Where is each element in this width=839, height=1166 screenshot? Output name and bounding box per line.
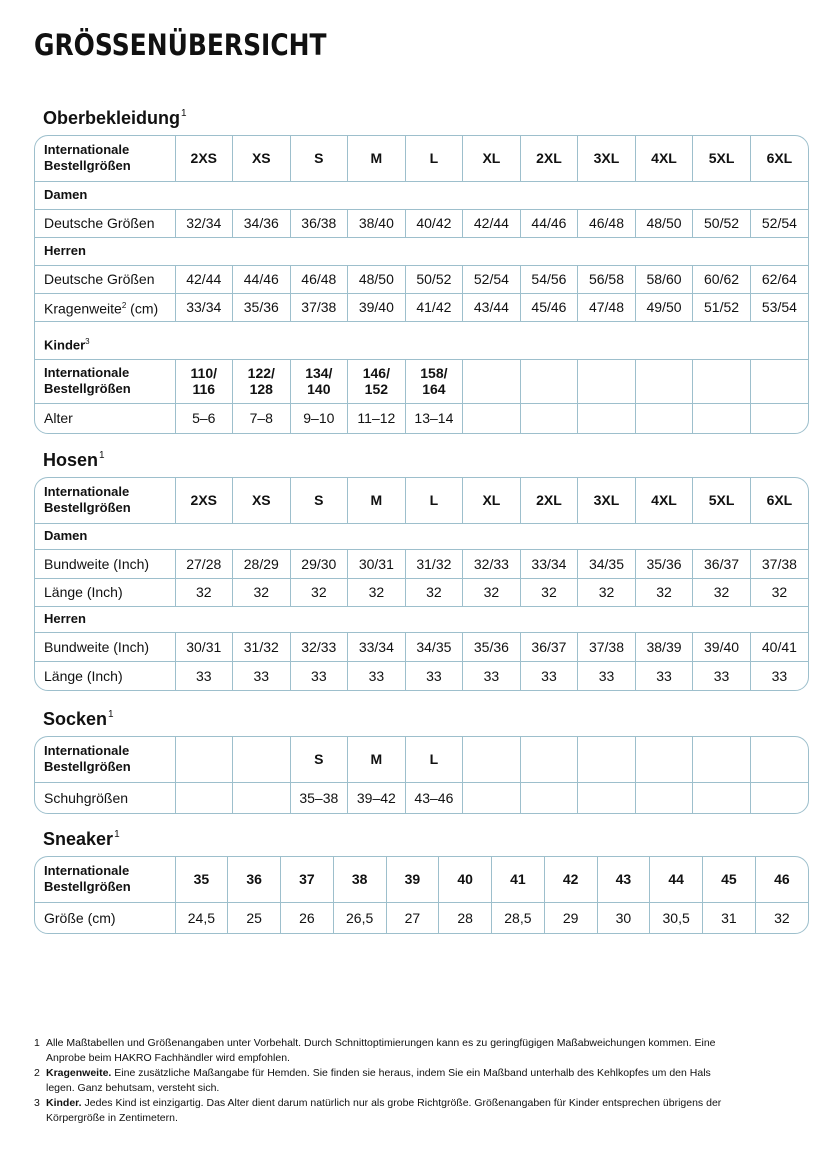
table-cell [750, 737, 808, 782]
footnotes [34, 1036, 734, 1126]
table-cell: 35/36 [463, 632, 521, 661]
table-cell: 33 [348, 661, 406, 690]
table-cell: 43 [597, 857, 650, 902]
table-cell [578, 737, 636, 782]
footnote-marker: 1 [114, 829, 120, 840]
table-cell: 52/54 [463, 265, 521, 293]
table-cell: 44 [650, 857, 703, 902]
table-row [35, 661, 808, 690]
table-cell: L [405, 737, 463, 782]
table-cell: 37 [281, 857, 334, 902]
table-cell: 29/30 [290, 549, 348, 578]
table-cell: 32 [233, 578, 291, 606]
table-cell: 3XL [578, 478, 636, 523]
table-cell: 43/44 [463, 293, 521, 321]
table-cell: 53/54 [750, 293, 808, 321]
table-cell: 32 [693, 578, 751, 606]
table-cell: 33 [175, 661, 233, 690]
table-cell: 44/46 [520, 209, 578, 237]
table-cell: S [290, 737, 348, 782]
table-sneaker [34, 856, 809, 934]
table-cell [693, 403, 751, 433]
table-cell: 134/ 140 [290, 359, 348, 403]
table-cell: 28/29 [233, 549, 291, 578]
table-row [35, 902, 808, 933]
table-cell: M [348, 478, 406, 523]
table-row [35, 293, 808, 321]
table-cell: 45 [703, 857, 756, 902]
footnote-marker: 1 [108, 709, 114, 720]
table-cell: 2XL [520, 136, 578, 181]
section-title-socken [43, 709, 114, 730]
table-cell [520, 737, 578, 782]
footnote-2: 2 Kragenweite. Eine zusätzliche Maßangabe für Hemden. Sie finden sie heraus, indem Sie ein Maßband unterhalb des Kehlkopfes um den Hals legen. Ganz behutsam, versteht sich. [34, 1067, 711, 1094]
table-cell: 36/37 [693, 549, 751, 578]
table-cell: XL [463, 136, 521, 181]
table-cell [463, 403, 521, 433]
table-cell: 46/48 [578, 209, 636, 237]
table-cell [750, 782, 808, 813]
table-row [35, 321, 808, 359]
table-cell: 45/46 [520, 293, 578, 321]
row-label: Internationale Bestellgrößen [35, 136, 175, 181]
table-row [35, 549, 808, 578]
table-cell: 33 [520, 661, 578, 690]
table-cell: 33 [290, 661, 348, 690]
table-cell: 2XS [175, 478, 233, 523]
table-cell: 30/31 [175, 632, 233, 661]
table-cell: 48/50 [635, 209, 693, 237]
table-cell: 31 [703, 902, 756, 933]
table-socken [34, 736, 809, 814]
table-cell: 39/40 [348, 293, 406, 321]
table-cell [635, 782, 693, 813]
table-cell: 34/36 [233, 209, 291, 237]
table-cell: 3XL [578, 136, 636, 181]
table-cell: 37/38 [290, 293, 348, 321]
section-title-sneaker [43, 829, 120, 850]
table-cell: 47/48 [578, 293, 636, 321]
table-cell: 39/40 [693, 632, 751, 661]
table-cell [693, 782, 751, 813]
table-cell [463, 782, 521, 813]
table-row [35, 136, 808, 181]
table-cell [578, 359, 636, 403]
table-cell: 13–14 [405, 403, 463, 433]
table-cell: 33/34 [175, 293, 233, 321]
table-cell: 33 [405, 661, 463, 690]
group-label-kinder: Kinder$^3$ [35, 321, 808, 359]
table-cell: 46/48 [290, 265, 348, 293]
table-cell: 30/31 [348, 549, 406, 578]
footnote-1: 1 Alle Maßtabellen und Größenangaben unter Vorbehalt. Durch Schnittoptimierungen kann es zu geringfügigen Maßabweichungen kommen. Eine Anprobe beim HAKRO Fachhändler wird empfohlen. [34, 1037, 716, 1064]
table-cell: 33 [578, 661, 636, 690]
table-cell: 32 [463, 578, 521, 606]
group-label-herren: Herren [35, 237, 808, 265]
table-cell [463, 737, 521, 782]
table-row [35, 632, 808, 661]
table-cell: 41/42 [405, 293, 463, 321]
table-row [35, 181, 808, 209]
table-row [35, 857, 808, 902]
table-cell: 42 [544, 857, 597, 902]
section-title-text: Hosen [43, 450, 99, 470]
table-cell: 30 [597, 902, 650, 933]
row-label: Länge (Inch) [35, 661, 175, 690]
table-cell: 54/56 [520, 265, 578, 293]
table-cell: 5XL [693, 136, 751, 181]
table-cell: 33 [771, 667, 788, 684]
table-cell: 39 [386, 857, 439, 902]
table-cell: 33/34 [520, 549, 578, 578]
table-cell: 46 [755, 857, 808, 902]
table-row [35, 403, 808, 433]
table-oberbekleidung [34, 135, 809, 434]
table-cell: 32 [290, 578, 348, 606]
footnote-marker: 1 [99, 450, 105, 461]
table-cell: L [405, 478, 463, 523]
table-cell: 36/37 [520, 632, 578, 661]
table-cell: 26,5 [333, 902, 386, 933]
table-cell [635, 737, 693, 782]
row-label: Internationale Bestellgrößen [35, 857, 175, 902]
table-row [35, 523, 808, 549]
table-cell: 33 [693, 661, 751, 690]
section-title-oberbekleidung [43, 108, 187, 129]
table-cell [175, 782, 233, 813]
table-cell [635, 359, 693, 403]
group-label-damen: Damen [35, 523, 808, 549]
table-cell: 32/33 [290, 632, 348, 661]
table-cell: 34/35 [578, 549, 636, 578]
table-cell: 36/38 [290, 209, 348, 237]
group-label-herren: Herren [35, 606, 808, 632]
table-cell: 48/50 [348, 265, 406, 293]
group-label-damen: Damen [35, 181, 808, 209]
table-cell: 49/50 [635, 293, 693, 321]
table-cell: 24,5 [175, 902, 228, 933]
table-cell: 33 [463, 661, 521, 690]
table-cell: 33 [233, 661, 291, 690]
table-cell: 110/ 116 [175, 359, 233, 403]
table-cell: 58/60 [635, 265, 693, 293]
table-cell: 9–10 [290, 403, 348, 433]
table-cell: 42/44 [175, 265, 233, 293]
table-cell [520, 782, 578, 813]
table-cell: 29 [544, 902, 597, 933]
table-cell: 50/52 [693, 209, 751, 237]
row-label: Internationale Bestellgrößen [35, 737, 175, 782]
table-cell [750, 359, 808, 403]
table-cell: 5–6 [175, 403, 233, 433]
table-cell: 32 [520, 578, 578, 606]
row-label: Länge (Inch) [35, 578, 175, 606]
table-cell [693, 737, 751, 782]
table-cell: 32 [774, 909, 790, 926]
table-cell: L [405, 136, 463, 181]
table-cell: 37/38 [578, 632, 636, 661]
table-cell: 122/ 128 [233, 359, 291, 403]
table-hosen [34, 477, 809, 691]
table-cell: 31/32 [233, 632, 291, 661]
table-cell: 35–38 [290, 782, 348, 813]
table-cell: 26 [281, 902, 334, 933]
table-cell: 5XL [693, 478, 751, 523]
row-label: Deutsche Größen [35, 209, 175, 237]
table-cell: XL [463, 478, 521, 523]
table-cell [520, 403, 578, 433]
table-cell [520, 359, 578, 403]
table-row [35, 606, 808, 632]
table-cell: 56/58 [578, 265, 636, 293]
table-cell: 32 [175, 578, 233, 606]
table-row [35, 209, 808, 237]
table-cell [635, 403, 693, 433]
table-cell: 32 [348, 578, 406, 606]
table-cell: 44/46 [233, 265, 291, 293]
table-cell: XS [233, 478, 291, 523]
table-cell: XS [233, 136, 291, 181]
row-label: Bundweite (Inch) [35, 549, 175, 578]
table-row [35, 265, 808, 293]
table-cell: 32/34 [175, 209, 233, 237]
table-cell: 32 [750, 578, 808, 606]
table-cell: 43–46 [405, 782, 463, 813]
table-cell: 34/35 [405, 632, 463, 661]
table-row [35, 478, 808, 523]
table-cell: 4XL [635, 136, 693, 181]
table-cell: M [348, 136, 406, 181]
table-cell [578, 403, 636, 433]
row-label: Deutsche Größen [35, 265, 175, 293]
table-cell: 32 [405, 578, 463, 606]
table-cell: 36 [228, 857, 281, 902]
table-cell: 35 [175, 857, 228, 902]
footnote-marker: 1 [181, 108, 187, 119]
table-cell [175, 737, 233, 782]
table-cell: 40 [439, 857, 492, 902]
row-label: Internationale Bestellgrößen [35, 359, 175, 403]
table-cell: 42/44 [463, 209, 521, 237]
table-cell: 158/ 164 [405, 359, 463, 403]
table-cell: 40/42 [405, 209, 463, 237]
table-cell [233, 737, 291, 782]
table-cell: 6XL [750, 136, 808, 181]
table-cell: 146/ 152 [348, 359, 406, 403]
table-cell: 32 [635, 578, 693, 606]
table-cell: 38 [333, 857, 386, 902]
table-cell: 28 [439, 902, 492, 933]
table-cell: 35/36 [233, 293, 291, 321]
footnote-3: 3 Kinder. Jedes Kind ist einzigartig. Das Alter dient darum natürlich nur als grobe Richtgröße. Größenangaben für Kinder entsprechen übrigens der Körpergröße in Zentimetern. [34, 1097, 722, 1124]
table-cell: 31/32 [405, 549, 463, 578]
table-cell: 33/34 [348, 632, 406, 661]
table-cell: 33 [635, 661, 693, 690]
table-cell: 37/38 [750, 549, 808, 578]
table-cell: 50/52 [405, 265, 463, 293]
table-row [35, 359, 808, 403]
table-cell: 6XL [750, 478, 808, 523]
table-cell: 52/54 [750, 209, 808, 237]
table-cell: 32/33 [463, 549, 521, 578]
row-label: Kragenweite$^2$ (cm) [35, 293, 175, 321]
table-cell: 7–8 [233, 403, 291, 433]
table-cell: M [348, 737, 406, 782]
section-title-text: Socken [43, 709, 108, 729]
table-cell: S [290, 478, 348, 523]
table-cell [233, 782, 291, 813]
table-cell: 41 [492, 857, 545, 902]
table-cell: 11–12 [348, 403, 406, 433]
table-cell: 62/64 [750, 265, 808, 293]
table-cell: 35/36 [635, 549, 693, 578]
section-title-text: Oberbekleidung [43, 108, 181, 128]
row-label: Internationale Bestellgrößen [35, 478, 175, 523]
table-row [35, 737, 808, 782]
table-cell: S [290, 136, 348, 181]
table-cell: 51/52 [693, 293, 751, 321]
row-label: Alter [35, 403, 175, 433]
table-cell: 40/41 [750, 632, 808, 661]
row-label: Schuhgrößen [35, 782, 175, 813]
table-cell: 25 [228, 902, 281, 933]
row-label: Bundweite (Inch) [35, 632, 175, 661]
table-cell: 28,5 [492, 902, 545, 933]
table-cell [750, 403, 808, 433]
table-row [35, 578, 808, 606]
table-cell [578, 782, 636, 813]
table-cell: 30,5 [650, 902, 703, 933]
section-title-hosen [43, 450, 105, 471]
table-cell: 2XL [520, 478, 578, 523]
table-cell: 39–42 [348, 782, 406, 813]
table-cell: 4XL [635, 478, 693, 523]
table-cell: 38/40 [348, 209, 406, 237]
table-row [35, 237, 808, 265]
table-cell: 60/62 [693, 265, 751, 293]
table-cell: 38/39 [635, 632, 693, 661]
table-cell: 27 [386, 902, 439, 933]
row-label: Größe (cm) [35, 902, 175, 933]
table-cell: 2XS [175, 136, 233, 181]
table-row [35, 782, 808, 813]
section-title-text: Sneaker [43, 829, 114, 849]
page-title: GRÖSSENÜBERSICHT [34, 28, 327, 62]
table-cell [463, 359, 521, 403]
table-cell: 32 [578, 578, 636, 606]
table-cell [693, 359, 751, 403]
table-cell: 27/28 [175, 549, 233, 578]
